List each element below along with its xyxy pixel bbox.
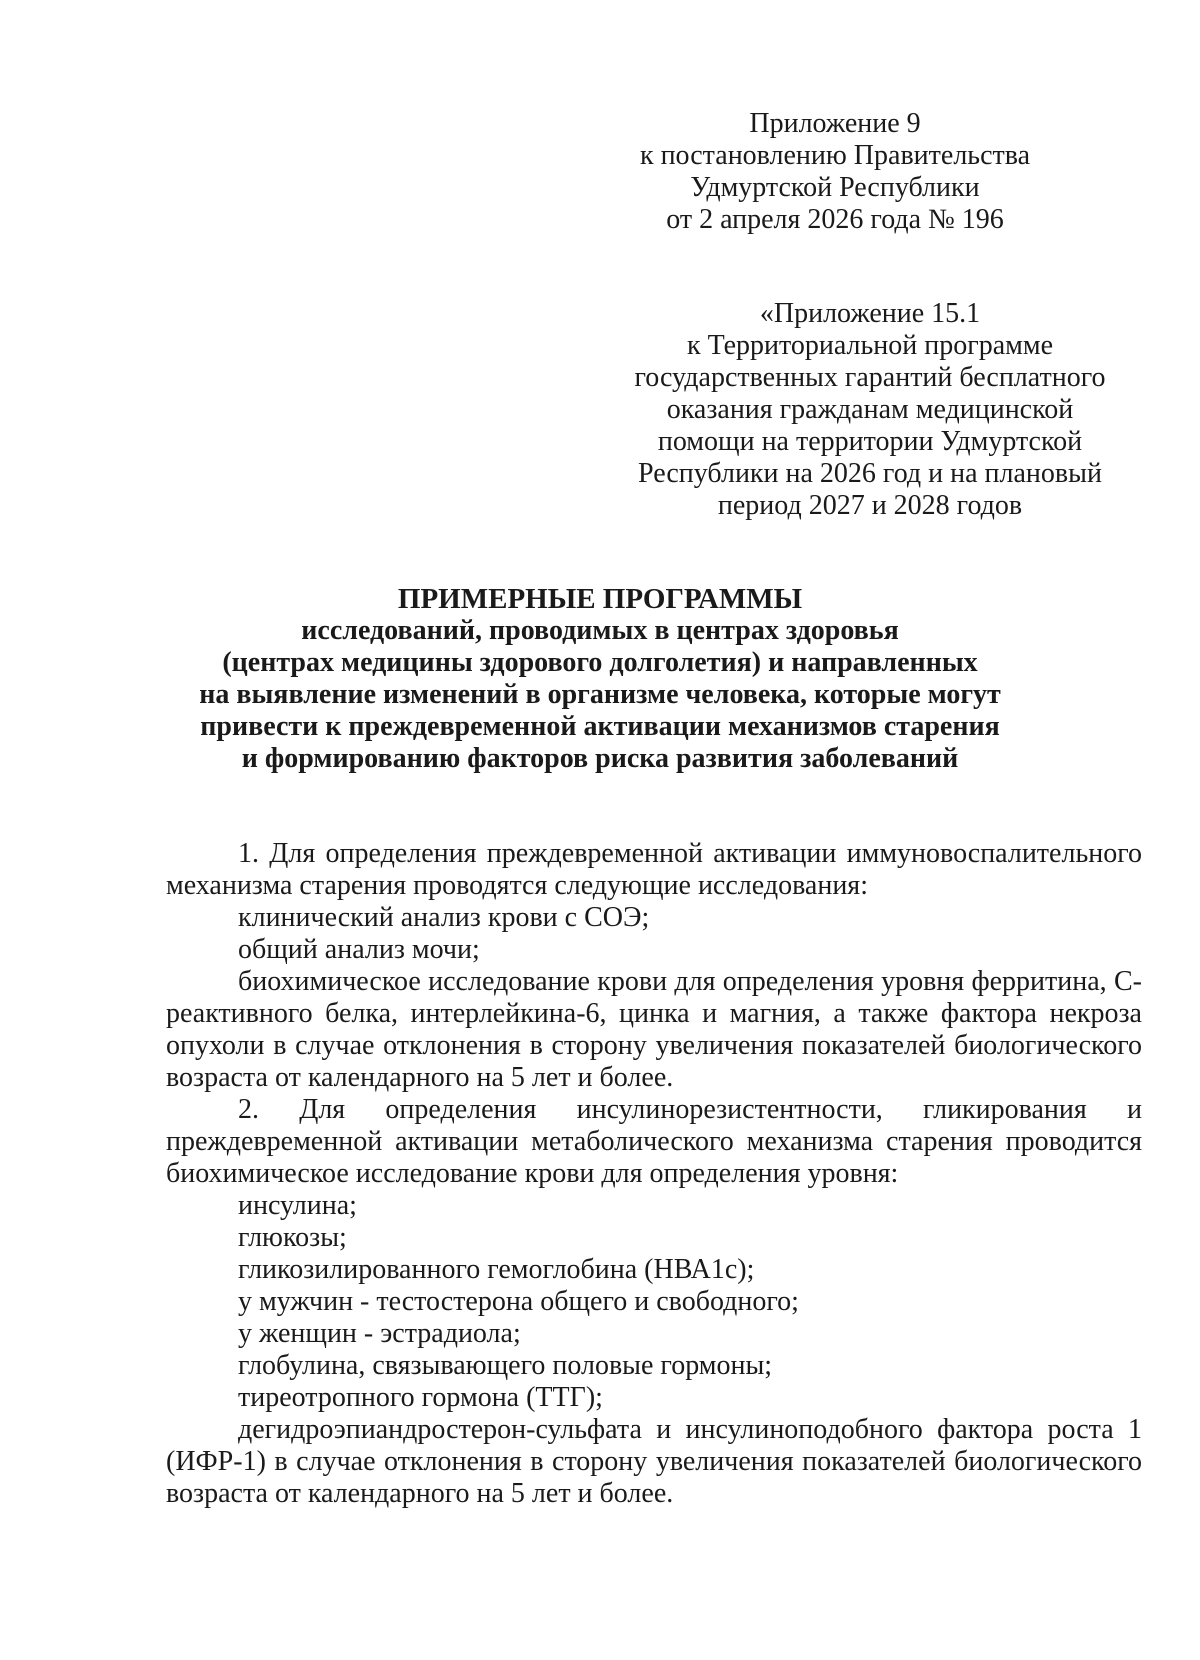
section-2-intro: 2. Для определения инсулинорезистентности, гликирования и преждевременной активации метаболического механизма старения проводится биохимическое исследование крови для определения уровня: (166, 1094, 1142, 1189)
list-item: у женщин - эстрадиола; (238, 1318, 521, 1349)
list-item: глобулина, связывающего половые гормоны; (238, 1350, 773, 1381)
title-line: (центрах медицины здорового долголетия) и направленных (222, 647, 978, 678)
title-line: на выявление изменений в организме человека, которые могут (199, 679, 1001, 710)
list-item: глюкозы; (238, 1222, 347, 1253)
appendix-9-header (560, 108, 1110, 236)
appendix-15-1-line: «Приложение 15.1 (759, 298, 981, 329)
document-title (180, 583, 1020, 775)
appendix-15-1-line: к Территориальной программе (686, 330, 1054, 361)
appendix-15-1-line: государственных гарантий бесплатного (634, 362, 1106, 393)
title-line: и формированию факторов риска развития заболеваний (241, 743, 959, 774)
appendix-15-1-line: оказания гражданам медицинской (666, 394, 1074, 425)
list-item: гликозилированного гемоглобина (НВА1с); (238, 1254, 755, 1285)
title-line: привести к преждевременной активации механизмов старения (200, 711, 1000, 742)
appendix-15-1-line: Республики на 2026 год и на плановый (638, 458, 1102, 489)
appendix-15-1-header (600, 298, 1140, 522)
document-body (166, 838, 1142, 1510)
appendix-15-1-line: период 2027 и 2028 годов (717, 490, 1023, 521)
appendix-9-line: Приложение 9 (749, 108, 921, 139)
appendix-9-line: к постановлению Правительства (639, 140, 1031, 171)
section-2-last-item: дегидроэпиандростерон-сульфата и инсулиноподобного фактора роста 1 (ИФР-1) в случае отклонения в сторону увеличения показателей биологического возраста от календарного на 5 лет и более. (166, 1414, 1142, 1509)
title-main: ПРИМЕРНЫЕ ПРОГРАММЫ (397, 583, 803, 615)
list-item: тиреотропного гормона (ТТГ); (238, 1382, 603, 1413)
list-item: общий анализ мочи; (238, 934, 480, 965)
appendix-9-line: Удмуртской Республики (690, 172, 980, 203)
list-item: клинический анализ крови с СОЭ; (238, 902, 650, 933)
appendix-15-1-line: помощи на территории Удмуртской (657, 426, 1083, 457)
title-line: исследований, проводимых в центрах здоровья (301, 615, 899, 646)
appendix-9-line: от 2 апреля 2026 года № 196 (666, 204, 1004, 235)
list-item: инсулина; (238, 1190, 357, 1221)
section-1-intro: 1. Для определения преждевременной активации иммуновоспалительного механизма старения проводятся следующие исследования: (166, 838, 1142, 901)
list-item: у мужчин - тестостерона общего и свободного; (238, 1286, 799, 1317)
section-1-last-item: биохимическое исследование крови для определения уровня ферритина, С-реактивного белка, интерлейкина-6, цинка и магния, а также фактора некроза опухоли в случае отклонения в сторону увеличения показателей биологического возраста от календарного на 5 лет и более. (166, 966, 1142, 1093)
